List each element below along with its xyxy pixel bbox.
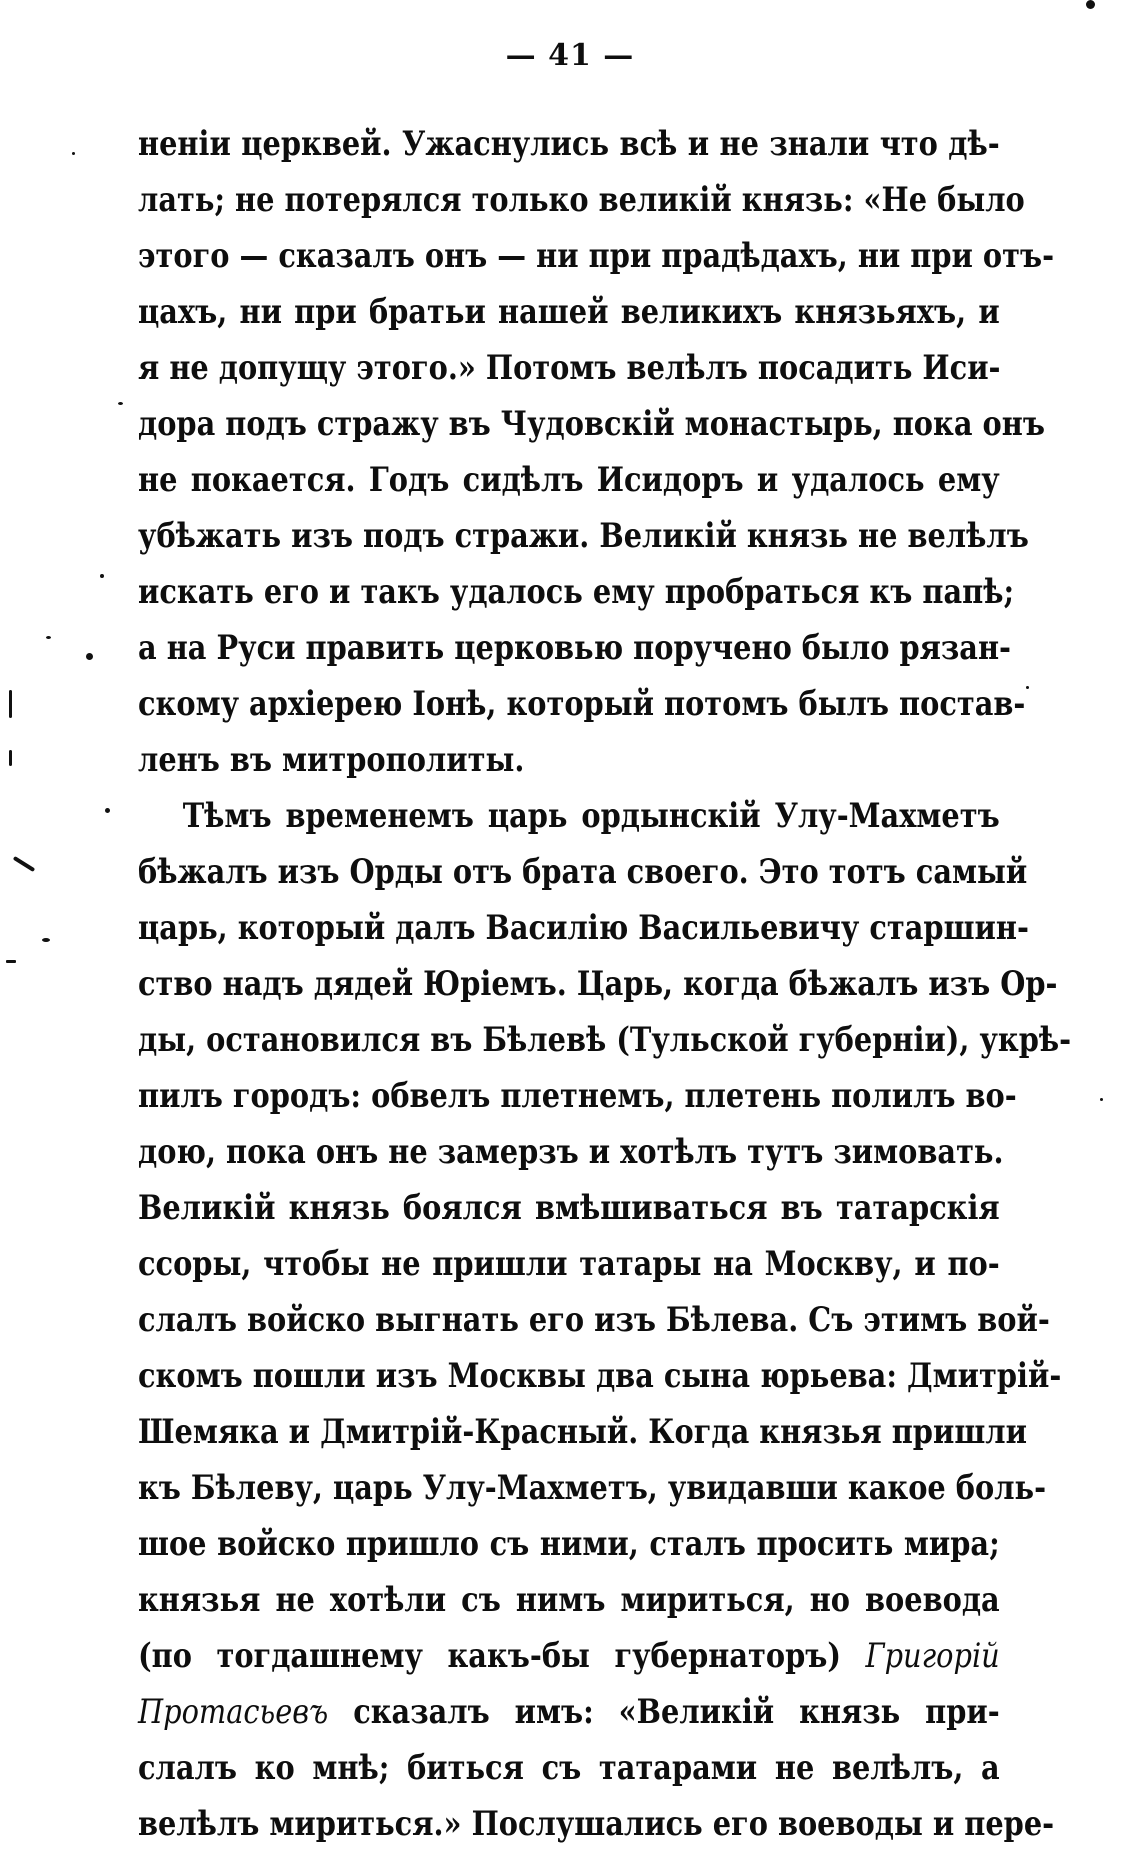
scan-speck [6,960,16,963]
text-line-with-name [138,1628,1000,1684]
paragraph-start-line: Тѣмъ временемъ царь ордынскій Улу-Махметъ [182,796,1000,835]
text-line: а на Руси править церковью поручено было рязан- [138,628,1011,667]
text-line: Шемяка и Дмитрій-Красный. Когда князья пришли [138,1412,1027,1451]
text-line: пилъ городъ: обвелъ плетнемъ, плетень полилъ во- [138,1076,1017,1115]
text-line: этого — сказалъ онъ — ни при прадѣдахъ, ни при отъ- [138,236,1055,275]
scan-speck [9,690,12,718]
scan-speck [1086,0,1095,9]
text-line: велѣлъ мириться.» Послушались его воеводы и пере- [138,1804,1055,1843]
scan-speck [72,152,75,155]
text-line: ды, остановился въ Бѣлевѣ (Тульской губерніи), укрѣ- [138,1020,1072,1059]
text-line: лать; не потерялся только великій князь: «Не было [138,180,1025,219]
scan-speck [9,750,12,766]
scan-speck [1100,1098,1103,1101]
paragraph-end-line: ленъ въ митрополиты. [138,740,525,779]
text-line: царь, который далъ Василію Васильевичу старшин- [138,908,1029,947]
scan-speck [13,856,35,872]
text-line: къ Бѣлеву, царь Улу-Махметъ, увидавши какое боль- [138,1468,1047,1507]
body-text [138,116,1072,1852]
italic-name-protasyev: Протасьевъ [138,1692,329,1731]
text-line: дою, пока онъ не замерзъ и хотѣлъ тутъ зимовать. [138,1132,1004,1171]
scan-speck [46,636,51,639]
text-line: скомъ пошли изъ Москвы два сына юрьева: Дмитрій- [138,1356,1062,1395]
text-line: искать его и такъ удалось ему пробраться къ папѣ; [138,572,1015,611]
text-line: шое войско пришло съ ними, сталъ просить мира; [138,1524,1000,1563]
text-line: не покается. Годъ сидѣлъ Исидоръ и удалось ему [138,460,1000,499]
scan-speck [118,402,123,405]
line-text: сказалъ имъ: «Великій князь при- [353,1692,1000,1731]
text-line: я не допущу этого.» Потомъ велѣлъ посадить Иси- [138,348,1001,387]
text-line: неніи церквей. Ужаснулись всѣ и не знали что дѣ- [138,124,1000,163]
text-line: князья не хотѣли съ нимъ мириться, но воевода [138,1580,1000,1619]
text-line: цахъ, ни при братьи нашей великихъ князьяхъ, и [138,292,1000,331]
line-text: (по тогдашнему какъ-бы губернаторъ) [138,1636,841,1675]
text-line: скому архіерею Іонѣ, который потомъ былъ постав- [138,684,1026,723]
text-line: убѣжать изъ подъ стражи. Великій князь не велѣлъ [138,516,1029,555]
text-line: слалъ ко мнѣ; биться съ татарами не велѣлъ, а [138,1748,1000,1787]
text-line: ссоры, чтобы не пришли татары на Москву, и по- [138,1244,1000,1283]
scan-speck [86,653,93,660]
italic-name-grigoriy: Григорій [865,1636,1000,1675]
text-line: ство надъ дядей Юріемъ. Царь, когда бѣжалъ изъ Ор- [138,964,1058,1003]
text-line: дора подъ стражу въ Чудовскій монастырь, пока онъ [138,404,1045,443]
text-line: слалъ войско выгнать его изъ Бѣлева. Съ этимъ вой- [138,1300,1050,1339]
page-number: — 41 — [505,38,635,73]
scan-speck [100,574,104,578]
scan-speck [42,938,50,942]
text-line-with-name [138,1684,1000,1740]
scan-speck [105,808,110,813]
text-line: бѣжалъ изъ Орды отъ брата своего. Это тотъ самый [138,852,1028,891]
scan-speck [1026,686,1029,689]
text-line: Великій князь боялся вмѣшиваться въ татарскія [138,1188,1000,1227]
